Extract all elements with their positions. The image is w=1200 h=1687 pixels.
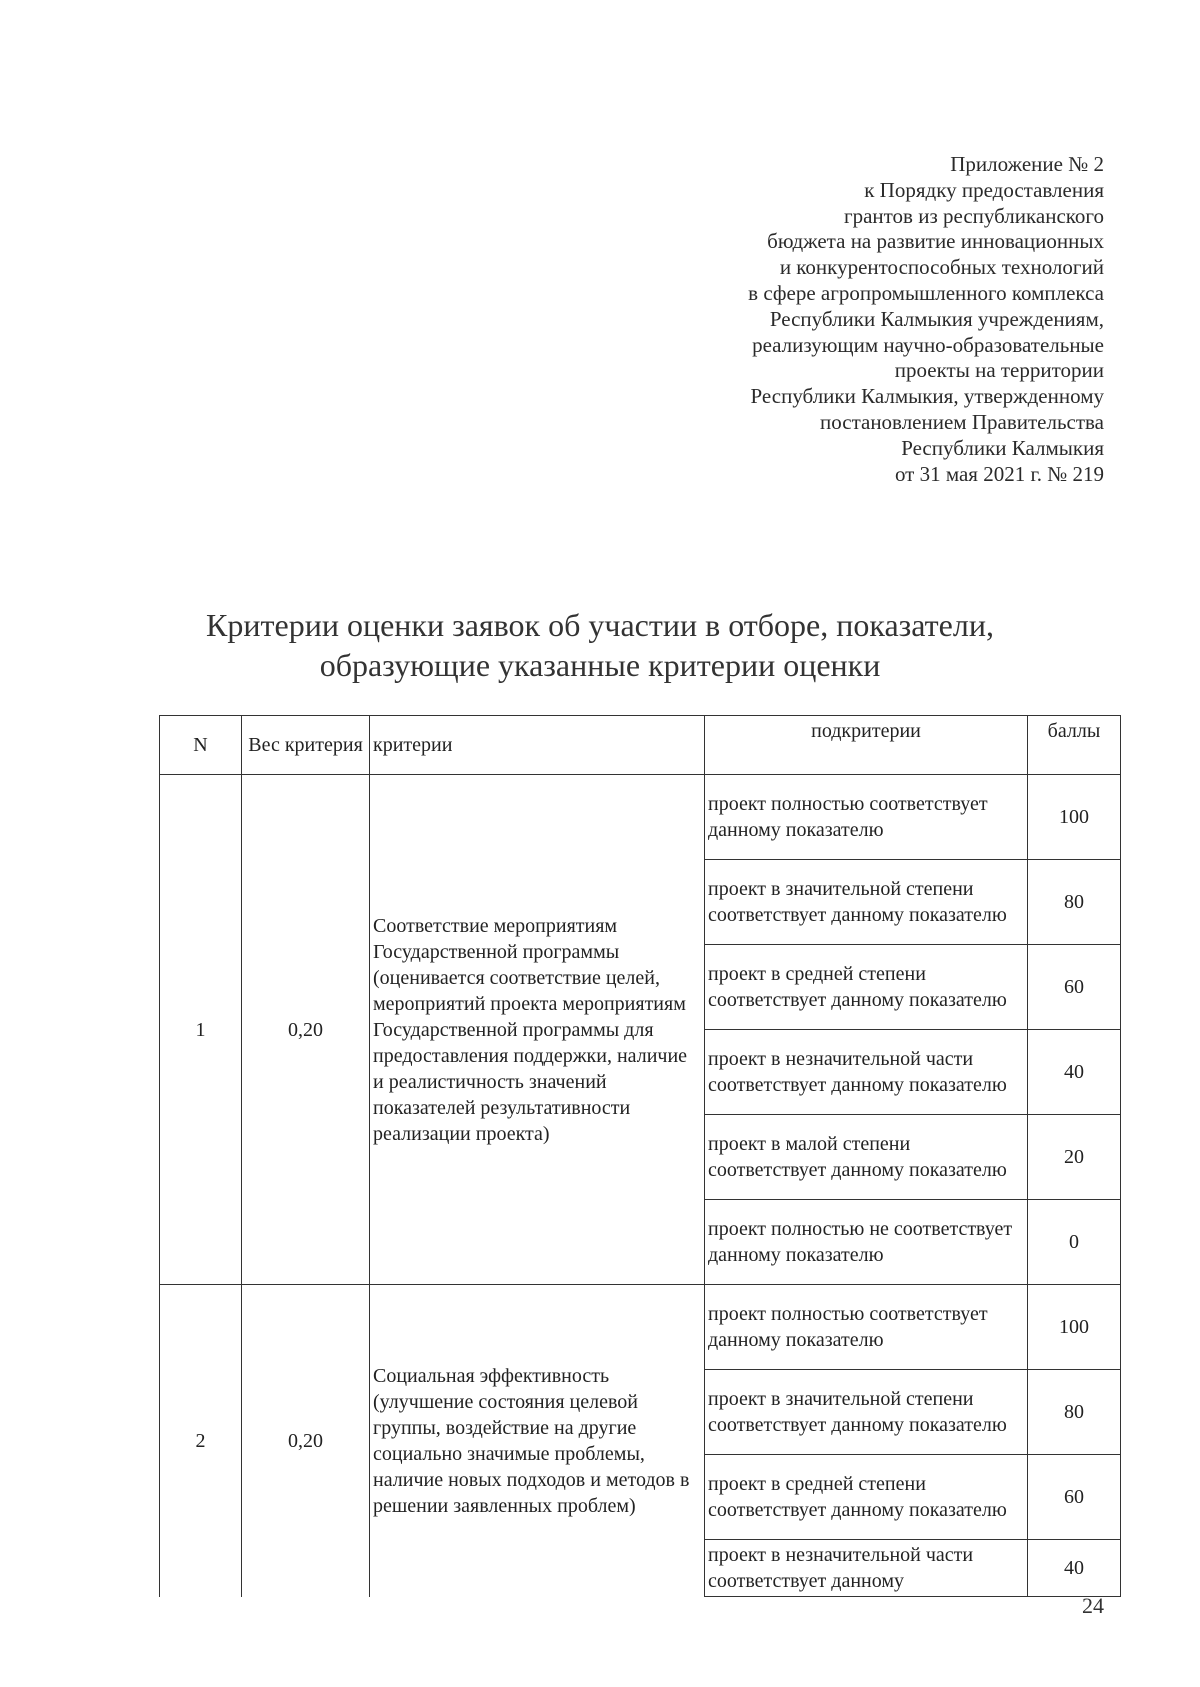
header-criteria: критерии <box>370 716 705 775</box>
subcriterion-points: 100 <box>1028 1285 1121 1370</box>
subcriterion-points: 100 <box>1028 775 1121 860</box>
subcriterion-points: 80 <box>1028 860 1121 945</box>
appendix-line: к Порядку предоставления <box>864 177 1104 202</box>
subcriterion-text: проект полностью соответствует данному показателю <box>705 775 1028 860</box>
subcriterion-points: 80 <box>1028 1370 1121 1455</box>
subcriterion-points: 40 <box>1028 1540 1121 1597</box>
row-number: 1 <box>160 775 242 1285</box>
table-row <box>160 775 1121 860</box>
title-line-2: образующие указанные критерии оценки <box>319 647 881 683</box>
header-n: N <box>160 716 242 775</box>
appendix-line: Приложение № 2 <box>950 152 1104 176</box>
header-weight: Вес критерия <box>242 716 370 775</box>
subcriterion-points: 0 <box>1028 1200 1121 1285</box>
header-subcriteria: подкритерии <box>705 716 1028 775</box>
appendix-header <box>544 152 1104 487</box>
subcriterion-text: проект в значительной степени соответствует данному показателю <box>705 1370 1028 1455</box>
subcriterion-text: проект в средней степени соответствует данному показателю <box>705 945 1028 1030</box>
appendix-line: грантов из республиканского <box>843 203 1104 228</box>
criterion-weight: 0,20 <box>242 775 370 1285</box>
appendix-line: бюджета на развитие инновационных <box>767 229 1104 254</box>
subcriterion-text: проект в средней степени соответствует данному показателю <box>705 1455 1028 1540</box>
page-number: 24 <box>1082 1593 1104 1618</box>
subcriterion-text: проект в значительной степени соответствует данному показателю <box>705 860 1028 945</box>
appendix-line: проекты на территории <box>894 358 1104 383</box>
appendix-line: постановлением Правительства <box>819 409 1104 434</box>
table-row <box>160 1285 1121 1370</box>
appendix-line: реализующим научно-образовательные <box>752 332 1104 357</box>
subcriterion-text: проект в незначительной части соответствует данному <box>705 1540 1028 1597</box>
appendix-line: и конкурентоспособных технологий <box>779 255 1104 280</box>
appendix-line: в сфере агропромышленного комплекса <box>748 280 1104 305</box>
document-title <box>150 605 1050 685</box>
appendix-line: Республики Калмыкия <box>901 435 1104 460</box>
row-number: 2 <box>160 1285 242 1597</box>
subcriterion-points: 60 <box>1028 945 1121 1030</box>
subcriterion-text: проект полностью соответствует данному показателю <box>705 1285 1028 1370</box>
title-line-1: Критерии оценки заявок об участии в отборе, показатели, <box>206 607 994 643</box>
criterion-text: Соответствие мероприятиям Государственной программы (оценивается соответствие целей, мероприятий проекта мероприятиям Государственной программы для предоставления поддержки, наличие и реалистичность значений показателей результативности реализации проекта) <box>370 775 705 1285</box>
subcriterion-points: 20 <box>1028 1115 1121 1200</box>
criterion-weight: 0,20 <box>242 1285 370 1597</box>
subcriterion-points: 60 <box>1028 1455 1121 1540</box>
appendix-line: Республики Калмыкия учреждениям, <box>769 306 1104 331</box>
table-header-row <box>160 716 1121 775</box>
subcriterion-text: проект в незначительной части соответствует данному показателю <box>705 1030 1028 1115</box>
criterion-text: Социальная эффективность (улучшение состояния целевой группы, воздействие на другие социально значимые проблемы, наличие новых подходов и методов в решении заявленных проблем) <box>370 1285 705 1597</box>
header-points: баллы <box>1028 716 1121 775</box>
subcriterion-text: проект в малой степени соответствует данному показателю <box>705 1115 1028 1200</box>
criteria-table <box>159 715 1121 1597</box>
appendix-line: Республики Калмыкия, утвержденному <box>750 384 1104 409</box>
subcriterion-points: 40 <box>1028 1030 1121 1115</box>
subcriterion-text: проект полностью не соответствует данному показателю <box>705 1200 1028 1285</box>
appendix-line: от 31 мая 2021 г. № 219 <box>894 461 1104 486</box>
